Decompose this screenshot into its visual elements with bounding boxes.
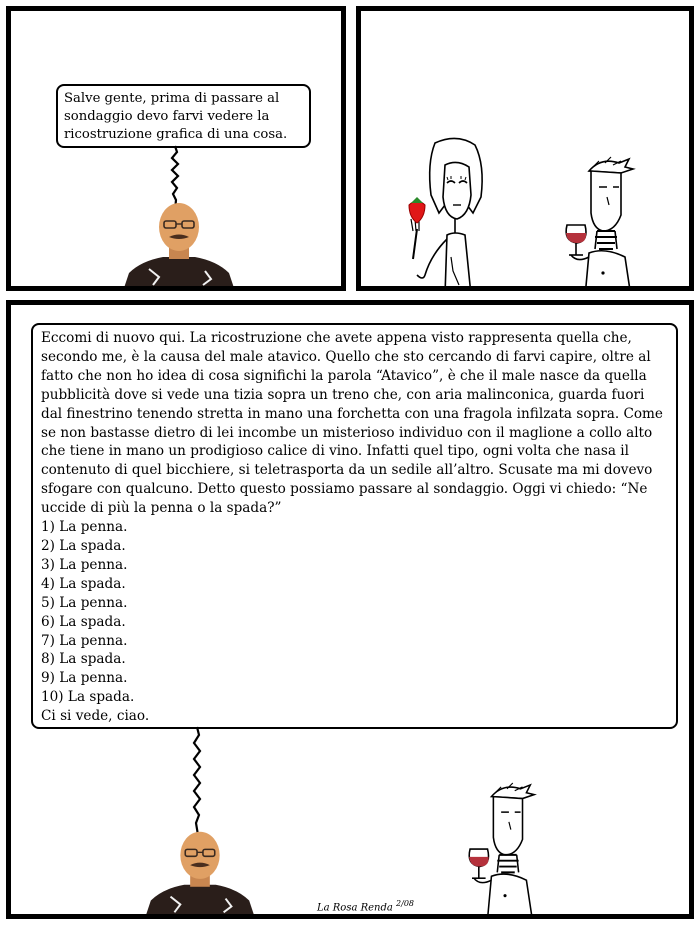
comic-panel-3	[6, 300, 694, 919]
poll-option: 9) La penna.	[41, 670, 128, 687]
poll-option: 3) La penna.	[41, 556, 128, 573]
poll-option: 5) La penna.	[41, 594, 128, 611]
man-with-wine-glass-drawing	[451, 783, 561, 919]
poll-option: 2) La spada.	[41, 537, 126, 554]
woman-with-fork-drawing	[395, 135, 515, 291]
speech-bubble-panel-1	[56, 84, 311, 148]
poll-option: 8) La spada.	[41, 651, 126, 668]
poll-option: 4) La spada.	[41, 575, 126, 592]
poll-option: 7) La penna.	[41, 632, 128, 649]
poll-options-list	[41, 518, 668, 707]
poll-option: 1) La penna.	[41, 519, 128, 536]
comic-panel-1	[6, 6, 346, 291]
speech-tail-panel-3	[183, 725, 213, 837]
man-with-wine-glass-drawing	[549, 157, 659, 291]
speaker-man-photo	[141, 827, 259, 919]
speech-text-closing: Ci si vede, ciao.	[41, 708, 150, 725]
speech-bubble-panel-3	[31, 323, 678, 729]
signature-name: La Rosa Renda	[317, 902, 393, 914]
speaker-man-photo	[119, 199, 239, 291]
poll-option: 6) La spada.	[41, 613, 126, 630]
signature-mark: 2/08	[396, 899, 415, 908]
speech-text-intro: Eccomi di nuovo qui. La ricostruzione che avete appena visto rappresenta quella che, secondo me, è la causa del male atavico. Quello che sto cercando di farvi capire, oltre al fatto che non ho idea di cosa significhi la parola “Atavico”, è che il male nasce da quella pubblicità dove si vede una tizia sopra un treno che, con aria malinconica, guarda fuori dal finestrino tenendo stretta in mano una forchetta con una fragola infilzata sopra. Come se non bastasse dietro di lei incombe un misterioso individuo con il maglione a collo alto che tiene in mano un prodigioso calice di vino. Infatti quel tipo, ogni volta che nasa il contenuto di quel bicchiere, si teletrasporta da un sedile all’altro. Scusate ma mi dovevo sfogare con qualcuno. Detto questo possiamo passare al sondaggio. Oggi vi chiedo: “Ne uccide di più la penna o la spada?”	[41, 330, 663, 517]
speech-text-panel-1: Salve gente, prima di passare al sondaggio devo farvi vedere la ricostruzione grafica di una cosa.	[64, 91, 288, 143]
comic-panel-2	[356, 6, 694, 291]
author-signature	[317, 899, 414, 913]
poll-option: 10) La spada.	[41, 689, 135, 706]
